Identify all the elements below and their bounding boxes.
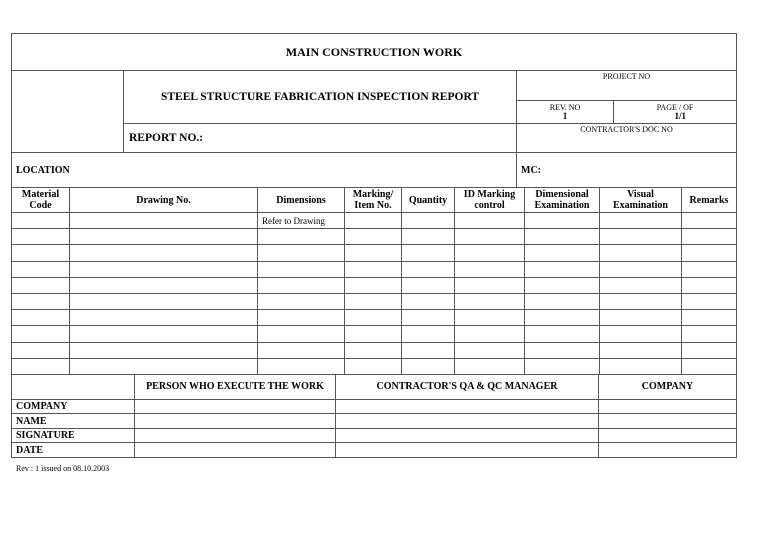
page-label: PAGE / OF: [656, 103, 694, 112]
table-row: [12, 245, 737, 261]
report-no-label: REPORT NO.:: [124, 124, 517, 153]
field-cell[interactable]: [135, 428, 336, 443]
item-table: [11, 187, 737, 375]
refer-to-drawing: Refer to Drawing: [258, 213, 345, 229]
col-dimensions: Dimensions: [258, 188, 345, 213]
rev-no-label: REV. NO: [549, 103, 581, 112]
main-title: MAIN CONSTRUCTION WORK: [12, 34, 737, 71]
signature-table: [11, 374, 737, 458]
col-material-code: Material Code: [12, 188, 70, 213]
revision-note: Rev : 1 issued on 08.10.2003: [16, 464, 110, 473]
col-remarks: Remarks: [682, 188, 737, 213]
inspection-form: [11, 33, 736, 458]
page-cell: [614, 101, 737, 124]
table-row: [12, 326, 737, 342]
page-value: 1/1: [674, 111, 687, 121]
field-cell[interactable]: [135, 399, 336, 414]
col-dimensional: Dimensional Examination: [525, 188, 600, 213]
table-row: [12, 277, 737, 293]
row-label-company: COMPANY: [12, 399, 135, 414]
company-header: COMPANY: [599, 374, 737, 399]
header-table: [11, 33, 737, 188]
row-label-name: NAME: [12, 414, 135, 429]
mc-label: MC:: [517, 153, 737, 188]
table-row: [12, 310, 737, 326]
rev-no-cell: [517, 101, 614, 124]
location-label: LOCATION: [12, 153, 517, 188]
signature-corner: [12, 374, 135, 399]
field-cell[interactable]: [135, 443, 336, 458]
project-no-label: PROJECT NO: [517, 71, 737, 101]
table-row: [12, 213, 737, 229]
logo-area: [12, 71, 124, 153]
row-label-date: DATE: [12, 443, 135, 458]
field-cell[interactable]: [599, 443, 737, 458]
col-visual: Visual Examination: [600, 188, 682, 213]
report-title: STEEL STRUCTURE FABRICATION INSPECTION REPORT: [124, 71, 517, 124]
field-cell[interactable]: [599, 428, 737, 443]
table-row: [12, 229, 737, 245]
table-row: [12, 358, 737, 374]
person-execute-header: PERSON WHO EXECUTE THE WORK: [135, 374, 336, 399]
field-cell[interactable]: [599, 414, 737, 429]
field-cell[interactable]: [336, 443, 599, 458]
field-cell[interactable]: [135, 414, 336, 429]
col-marking: Marking/ Item No.: [345, 188, 402, 213]
rev-no-value: 1: [562, 111, 568, 121]
table-row: [12, 261, 737, 277]
row-label-signature: SIGNATURE: [12, 428, 135, 443]
table-row: [12, 293, 737, 309]
col-drawing-no: Drawing No.: [70, 188, 258, 213]
field-cell[interactable]: [336, 428, 599, 443]
field-cell[interactable]: [336, 414, 599, 429]
field-cell[interactable]: [599, 399, 737, 414]
field-cell[interactable]: [336, 399, 599, 414]
table-row: [12, 342, 737, 358]
col-id-marking: ID Marking control: [455, 188, 525, 213]
col-quantity: Quantity: [402, 188, 455, 213]
contractor-doc-label: CONTRACTOR'S DOC NO: [517, 124, 737, 153]
qa-qc-header: CONTRACTOR'S QA & QC MANAGER: [336, 374, 599, 399]
